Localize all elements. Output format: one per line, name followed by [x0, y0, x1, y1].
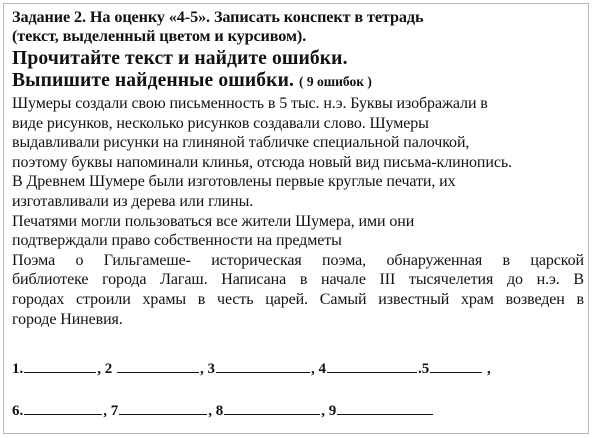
answer-number: 1. — [12, 361, 24, 377]
instruction-line-1: Прочитайте текст и найдите ошибки. — [12, 48, 348, 69]
text-line: виде рисунков, несколько рисунков создавали слово. Шумеры — [12, 114, 429, 132]
instruction-read — [12, 48, 584, 70]
answer-number: , 8 — [208, 403, 224, 419]
answer-row-1 — [12, 358, 584, 378]
error-count: ( 9 ошибок ) — [298, 74, 372, 89]
paragraph-gilgamesh — [12, 251, 584, 329]
answer-number: , 4 — [311, 361, 326, 377]
answer-slot-3[interactable] — [200, 358, 311, 378]
answer-blank-9[interactable] — [337, 400, 433, 415]
paragraph-writing — [12, 94, 584, 172]
instruction-write — [12, 70, 584, 93]
text-line: изготавливали из дерева или глины. — [12, 192, 254, 210]
text-line: В Древнем Шумере были изготовлены первые круглые печати, их — [12, 173, 456, 191]
task-heading — [12, 8, 584, 46]
text-line: выдавливали рисунки на глиняной табличке специальной палочкой, — [12, 134, 470, 152]
answer-row-2 — [12, 400, 584, 420]
answer-blank-3[interactable] — [216, 358, 310, 373]
text-line: городах строили храмы в честь царей. Самый известный храм возведен в — [12, 290, 584, 308]
answer-blank-2[interactable] — [117, 358, 199, 373]
answer-slot-1[interactable] — [12, 358, 97, 378]
answer-number: , 2 — [97, 361, 116, 377]
answer-slot-9[interactable] — [321, 400, 434, 420]
answer-blank-8[interactable] — [224, 400, 320, 415]
text-line: библиотеке города Лагаш. Написана в начале III тысячелетия до н.э. В — [12, 271, 584, 289]
text-line: поэтому буквы напоминали клинья, отсюда новый вид письма-клинопись. — [12, 153, 512, 171]
worksheet — [12, 8, 584, 419]
paragraph-ownership — [12, 212, 584, 251]
answer-blank-4[interactable] — [327, 358, 417, 373]
answer-slot-7[interactable] — [103, 400, 208, 420]
answer-slot-6[interactable] — [12, 400, 103, 420]
instruction-line-2: Выпишите найденные ошибки. — [12, 70, 294, 91]
answer-blank-7[interactable] — [119, 400, 207, 415]
answer-number: .5 — [418, 361, 430, 377]
answer-blank-6[interactable] — [24, 400, 102, 415]
task-heading-line-2: (текст, выделенный цветом и курсивом). — [12, 27, 307, 45]
answer-number: 6. — [12, 403, 24, 419]
answer-slot-2[interactable] — [97, 358, 200, 378]
answer-number: , 9 — [321, 403, 337, 419]
answer-blank-5[interactable] — [430, 358, 482, 373]
answer-slot-5[interactable] — [418, 358, 483, 378]
answer-slot-8[interactable] — [208, 400, 321, 420]
text-line: Поэма о Гильгамеше- историческая поэма, обнаруженная в царской — [12, 251, 584, 269]
text-line: подтверждали право собственности на предметы — [12, 232, 342, 250]
text-line: городе Ниневия. — [12, 310, 123, 328]
text-line: Шумеры создали свою письменность в 5 тыс. н.э. Буквы изображали в — [12, 95, 488, 112]
task-heading-line-1: Задание 2. На оценку «4-5». Записать конспект в тетрадь — [12, 8, 424, 26]
trailing-comma: , — [483, 361, 491, 377]
text-line: Печатями могли пользоваться все жители Шумера, ими они — [12, 212, 415, 230]
answer-blank-1[interactable] — [24, 358, 96, 373]
paragraph-seals — [12, 172, 584, 211]
answer-number: , 3 — [200, 361, 215, 377]
answer-slot-4[interactable] — [311, 358, 418, 378]
answer-number: , 7 — [103, 403, 119, 419]
